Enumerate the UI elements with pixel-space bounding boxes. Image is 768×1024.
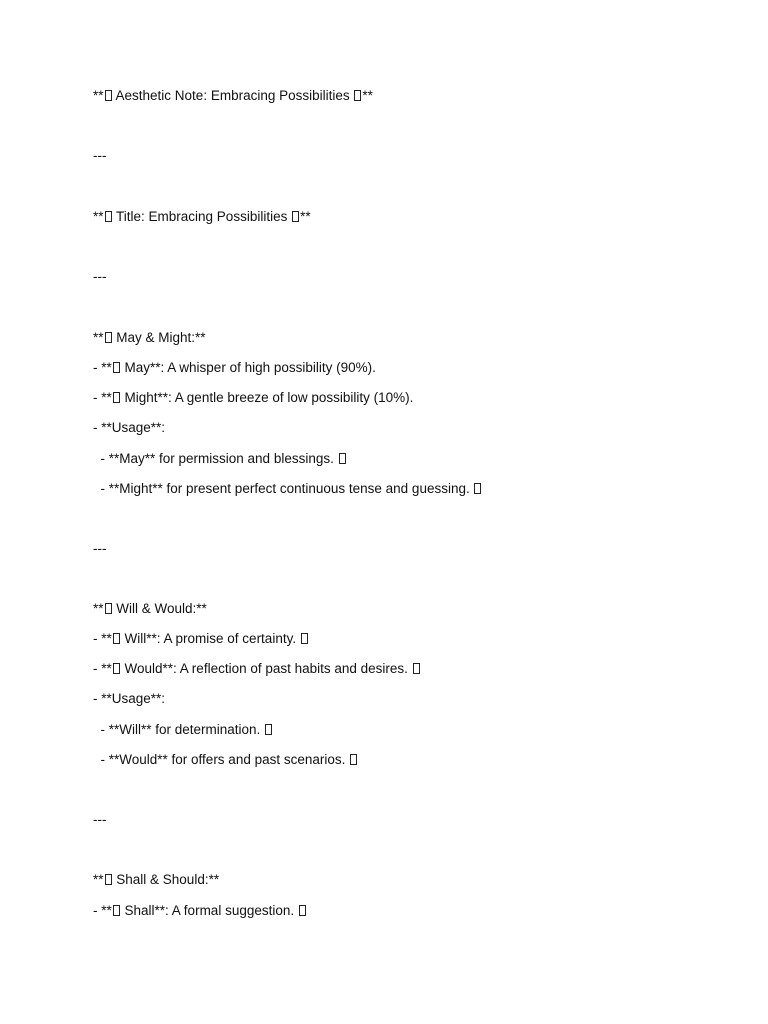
missing-glyph-icon	[105, 332, 112, 343]
separator: ---	[93, 269, 107, 284]
aesthetic-note-heading: ** Aesthetic Note: Embracing Possibilities **	[93, 88, 373, 103]
list-item: - **Would** for offers and past scenarios.	[93, 751, 358, 769]
missing-glyph-icon	[292, 211, 299, 222]
list-item: - ** Shall**: A formal suggestion.	[93, 902, 307, 920]
missing-glyph-icon	[105, 211, 112, 222]
missing-glyph-icon	[354, 90, 361, 101]
list-item: - ** Will**: A promise of certainty.	[93, 630, 309, 648]
missing-glyph-icon	[113, 392, 120, 403]
missing-glyph-icon	[105, 603, 112, 614]
list-item: - **Will** for determination.	[93, 721, 273, 739]
missing-glyph-icon	[113, 663, 120, 674]
list-item: - **Might** for present perfect continuous tense and guessing.	[93, 480, 482, 498]
missing-glyph-icon	[105, 90, 112, 101]
title-heading: ** Title: Embracing Possibilities **	[93, 209, 311, 224]
list-item: - **Usage**:	[93, 691, 166, 706]
will-would-heading: ** Will & Would:**	[93, 601, 207, 616]
missing-glyph-icon	[474, 483, 481, 494]
missing-glyph-icon	[299, 905, 306, 916]
list-item: - **Usage**:	[93, 420, 166, 435]
separator: ---	[93, 541, 107, 556]
missing-glyph-icon	[265, 724, 272, 735]
shall-should-heading: ** Shall & Should:**	[93, 872, 220, 887]
missing-glyph-icon	[113, 362, 120, 373]
list-item: - ** Might**: A gentle breeze of low possibility (10%).	[93, 390, 414, 405]
may-might-heading: ** May & Might:**	[93, 330, 206, 345]
missing-glyph-icon	[301, 633, 308, 644]
missing-glyph-icon	[339, 453, 346, 464]
missing-glyph-icon	[413, 663, 420, 674]
missing-glyph-icon	[113, 633, 120, 644]
list-item: - **May** for permission and blessings.	[93, 450, 347, 468]
separator: ---	[93, 148, 107, 163]
separator: ---	[93, 812, 107, 827]
missing-glyph-icon	[113, 905, 120, 916]
missing-glyph-icon	[350, 754, 357, 765]
missing-glyph-icon	[105, 874, 112, 885]
list-item: - ** May**: A whisper of high possibility (90%).	[93, 360, 376, 375]
list-item: - ** Would**: A reflection of past habits and desires.	[93, 660, 421, 678]
